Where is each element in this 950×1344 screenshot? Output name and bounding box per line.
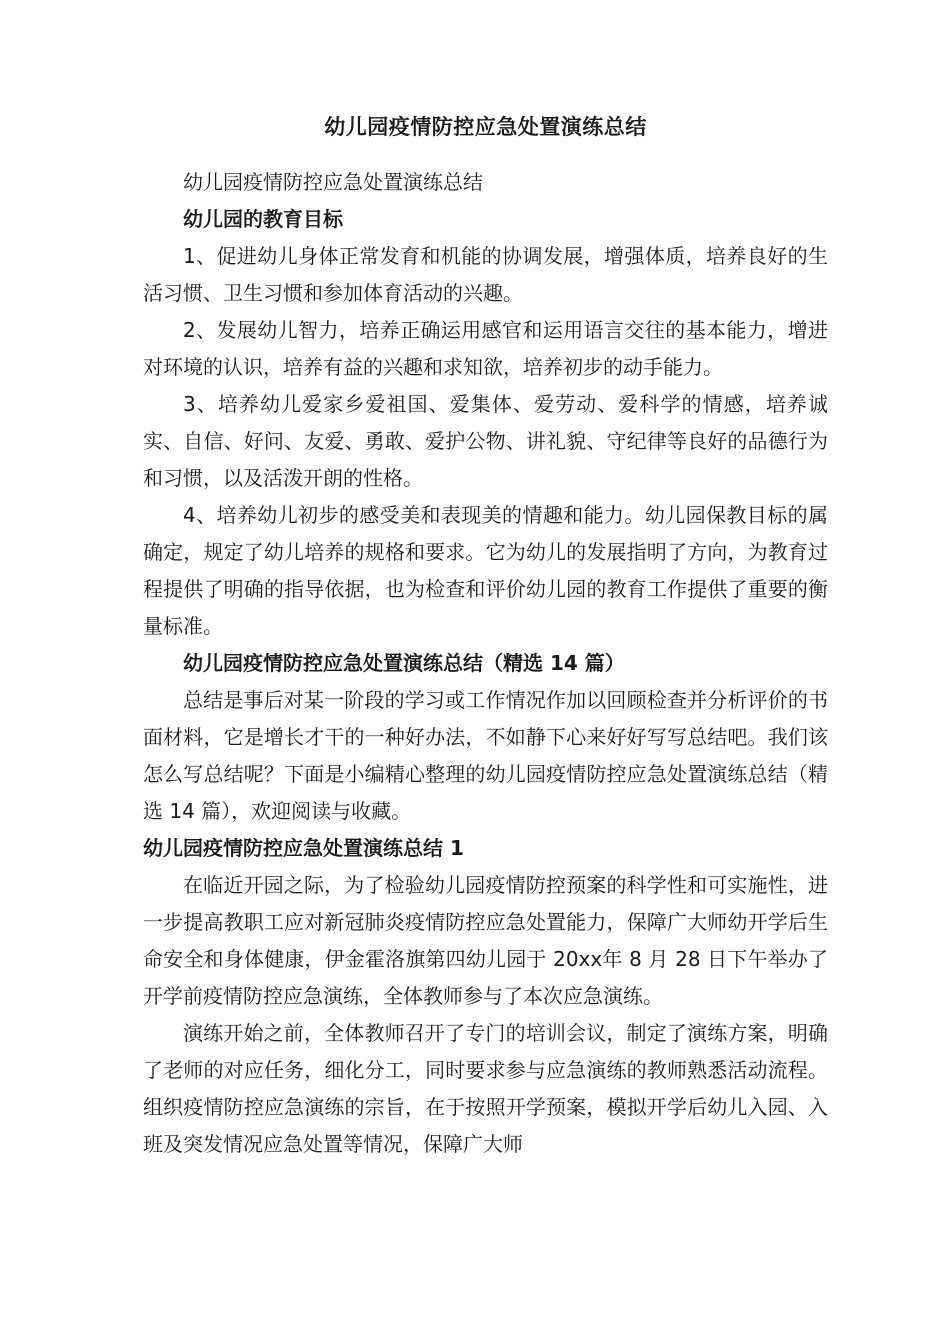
article-heading-1: 幼儿园疫情防控应急处置演练总结 1	[143, 836, 464, 860]
goal-paragraph-2: 2、发展幼儿智力，培养正确运用感官和运用语言交往的基本能力，增进对环境的认识，培养有益的兴趣和求知欲，培养初步的动手能力。	[143, 318, 828, 379]
intro-paragraph: 总结是事后对某一阶段的学习或工作情况作加以回顾检查并分析评价的书面材料，它是增长才干的一种好办法，不如静下心来好好写写总结吧。我们该怎么写总结呢？下面是小编精心整理的幼儿园疫情防控应急处置演练总结（精选 14 篇），欢迎阅读与收藏。	[143, 688, 828, 823]
article-1-paragraph-1: 在临近开园之际，为了检验幼儿园疫情防控预案的科学性和可实施性，进一步提高教职工应对新冠肺炎疫情防控应急处置能力，保障广大师幼开学后生命安全和身体健康，伊金霍洛旗第四幼儿园于 20xx年 8 月 28 日下午举办了开学前疫情防控应急演练，全体教师参与了本次应急演练。	[143, 873, 828, 1008]
article-1-paragraph-2: 演练开始之前，全体教师召开了专门的培训会议，制定了演练方案，明确了老师的对应任务，细化分工，同时要求参与应急演练的教师熟悉活动流程。组织疫情防控应急演练的宗旨，在于按照开学预案，模拟开学后幼儿入园、入班及突发情况应急处置等情况，保障广大师	[143, 1021, 828, 1156]
document-subtitle: 幼儿园疫情防控应急处置演练总结	[183, 170, 483, 194]
goal-paragraph-4: 4、培养幼儿初步的感受美和表现美的情趣和能力。幼儿园保教目标的属确定，规定了幼儿培养的规格和要求。它为幼儿的发展指明了方向，为教育过程提供了明确的指导依据，也为检查和评价幼儿园的教育工作提供了重要的衡量标准。	[143, 503, 828, 638]
document-title: 幼儿园疫情防控应急处置演练总结	[324, 115, 647, 139]
document-page	[143, 98, 828, 1163]
goal-paragraph-1: 1、促进幼儿身体正常发育和机能的协调发展，增强体质，培养良好的生活习惯、卫生习惯和参加体育活动的兴趣。	[143, 244, 828, 305]
section-heading-selected-summaries: 幼儿园疫情防控应急处置演练总结（精选 14 篇）	[183, 651, 625, 675]
section-heading-education-goals: 幼儿园的教育目标	[183, 207, 343, 231]
goal-paragraph-3: 3、培养幼儿爱家乡爱祖国、爱集体、爱劳动、爱科学的情感，培养诚实、自信、好问、友爱、勇敢、爱护公物、讲礼貌、守纪律等良好的品德行为和习惯，以及活泼开朗的性格。	[143, 392, 828, 490]
